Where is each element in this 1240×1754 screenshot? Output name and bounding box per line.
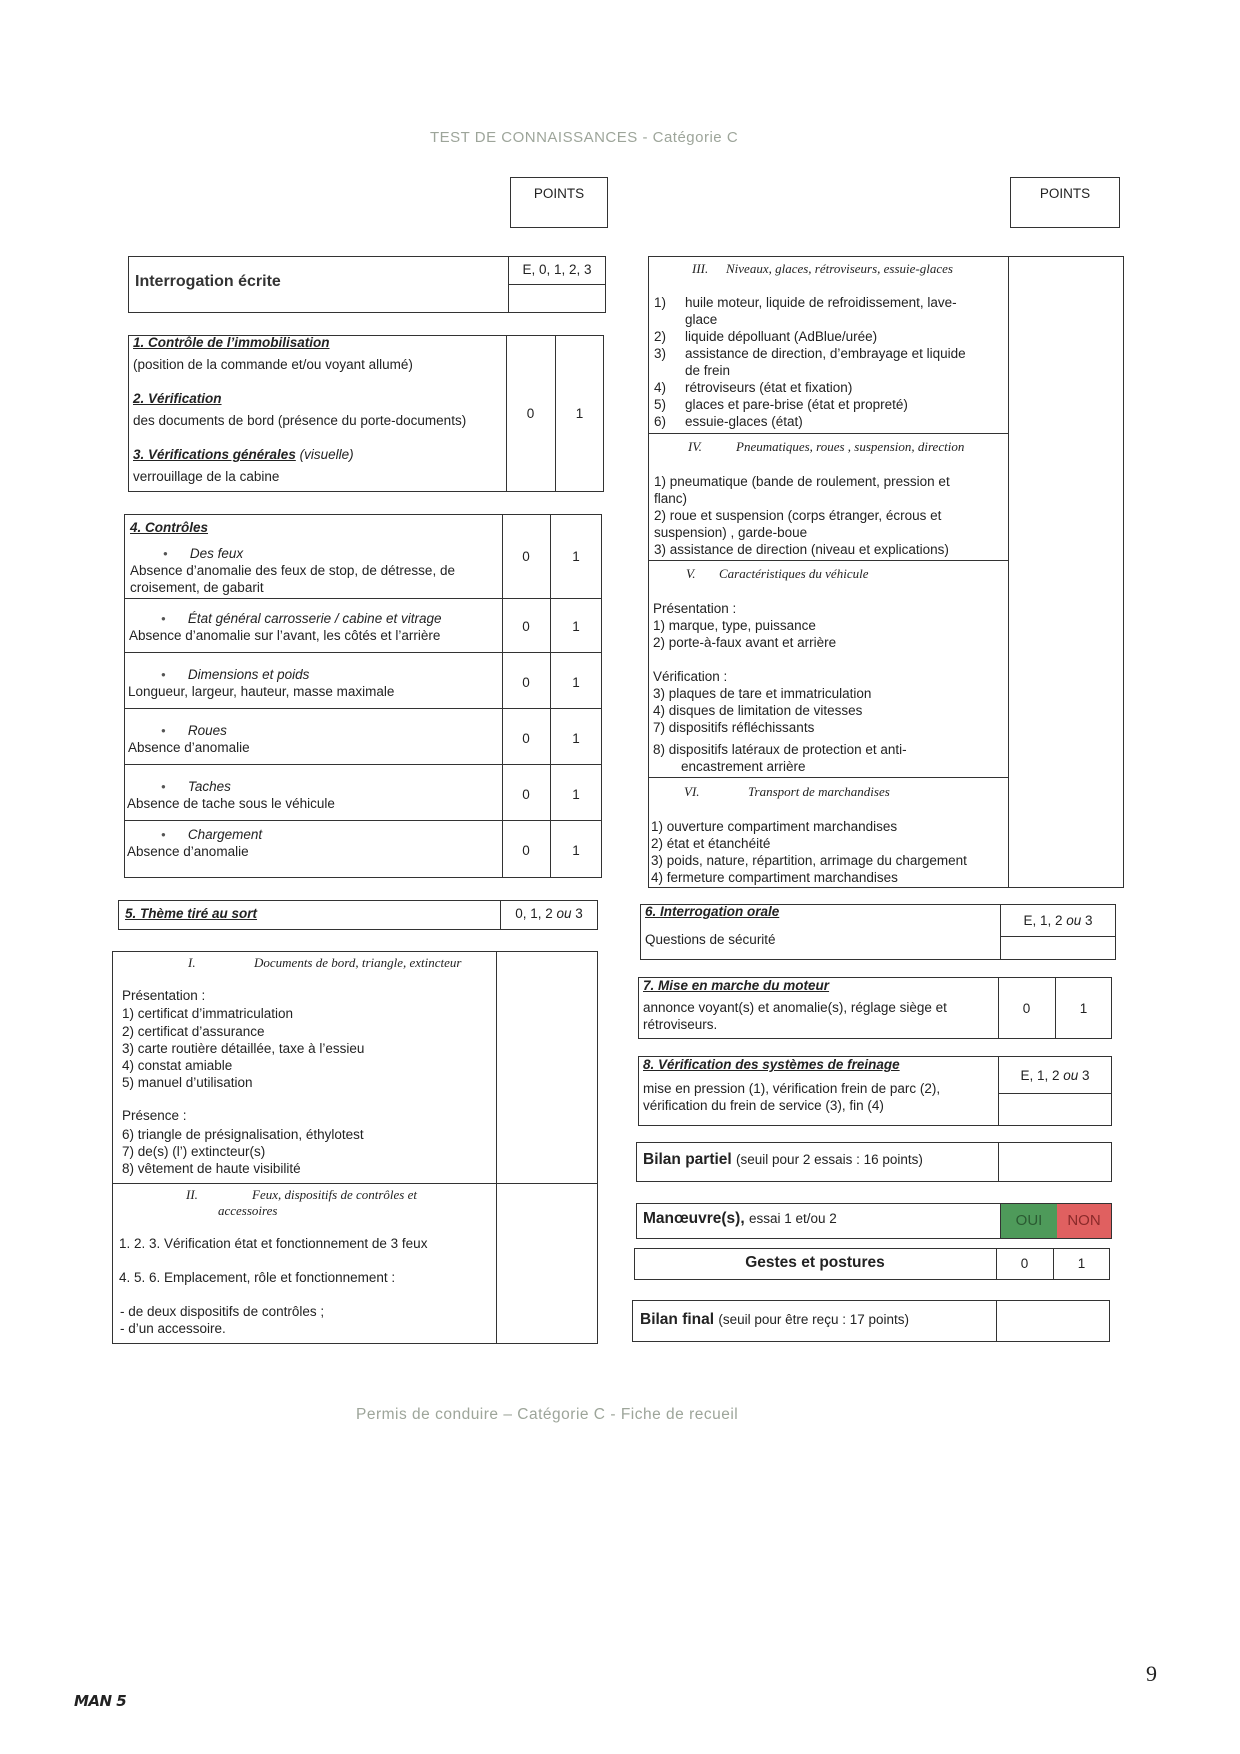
list-number: 2) (654, 329, 667, 344)
list-item: 6) triangle de présignalisation, éthylotest (122, 1127, 364, 1142)
freinage-text: mise en pression (1), vérification frein de parc (2), (643, 1081, 941, 1096)
controle-feux-text2: croisement, de gabarit (130, 580, 264, 595)
list-item: 1) ouverture compartiment marchandises (651, 819, 898, 834)
list-item: 2) état et étanchéité (651, 836, 771, 851)
list-item: assistance de direction, d’embrayage et liquide (685, 346, 966, 361)
gestes-label: Gestes et postures (745, 1254, 885, 1271)
non-button[interactable] (1057, 1204, 1111, 1238)
non-label: NON (1067, 1212, 1101, 1229)
pneus-title: Pneumatiques, roues , suspension, direction (736, 439, 965, 454)
score-0[interactable]: 0 (526, 406, 535, 421)
list-item: essuie-glaces (état) (685, 414, 803, 429)
score-0[interactable]: 0 (522, 787, 530, 802)
list-item: 7) dispositifs réfléchissants (653, 720, 815, 735)
caract-presentation-label: Présentation : (653, 601, 737, 616)
list-number: 6) (654, 414, 667, 429)
freinage-text2: vérification du frein de service (3), fin (4) (643, 1098, 884, 1113)
niveaux-title: Niveaux, glaces, rétroviseurs, essuie-glaces (726, 261, 953, 276)
transport-points-cell[interactable] (1012, 782, 1120, 884)
oui-label: OUI (1015, 1212, 1043, 1229)
bilan-partiel-points-cell[interactable] (1002, 1146, 1108, 1178)
points-header-right: POINTS (1010, 177, 1120, 228)
bilan-final-label: Bilan final (seuil pour être reçu : 17 points) (640, 1311, 909, 1328)
controle-taches-text: Absence de tache sous le véhicule (127, 796, 335, 811)
list-item: flanc) (654, 491, 688, 506)
list-item: huile moteur, liquide de refroidissement, lave- (685, 295, 957, 310)
feux-roman: II. (186, 1187, 198, 1202)
controle-feux-text: Absence d’anomalie des feux de stop, de détresse, de (130, 563, 455, 578)
list-number: 3) (654, 346, 667, 361)
freinage-points-cell[interactable] (1002, 1097, 1108, 1123)
interrogation-orale-score: E, 1, 2 ou 3 (1023, 913, 1093, 928)
list-item: liquide dépolluant (AdBlue/urée) (685, 329, 878, 344)
interrogation-ecrite-points-cell[interactable] (512, 288, 602, 310)
freinage-score: E, 1, 2 ou 3 (1020, 1068, 1090, 1083)
score-1[interactable]: 1 (572, 731, 580, 746)
caract-points-cell[interactable] (1012, 565, 1120, 773)
score-1[interactable]: 1 (572, 549, 580, 564)
list-item: 3) carte routière détaillée, taxe à l’essieu (122, 1041, 365, 1056)
bilan-final-points-cell[interactable] (1000, 1304, 1106, 1338)
documents-presentation-label: Présentation : (122, 988, 206, 1003)
interrogation-ecrite-label: Interrogation écrite (135, 273, 281, 290)
controles-title: 4. Contrôles (130, 520, 209, 535)
score-1[interactable]: 1 (575, 406, 584, 421)
feux-title-2: accessoires (218, 1203, 278, 1218)
feux-line-2: 4. 5. 6. Emplacement, rôle et fonctionnement : (119, 1270, 396, 1285)
list-item: 3) poids, nature, répartition, arrimage du chargement (651, 853, 967, 868)
logo: MAN 5 (74, 1692, 127, 1710)
list-item: 5) manuel d’utilisation (122, 1075, 253, 1090)
interrogation-orale-text: Questions de sécurité (645, 932, 776, 947)
caract-verification-label: Vérification : (653, 669, 728, 684)
interrogation-orale-points-cell[interactable] (1004, 940, 1112, 958)
mise-en-marche-text2: rétroviseurs. (643, 1017, 718, 1032)
documents-points-cell[interactable] (500, 956, 594, 1178)
list-item: rétroviseurs (état et fixation) (685, 380, 853, 395)
document-title: TEST DE CONNAISSANCES - Catégorie C (430, 129, 739, 146)
documents-roman: I. (188, 955, 196, 970)
controle-roues-text: Absence d’anomalie (128, 740, 250, 755)
mise-en-marche-text: annonce voyant(s) et anomalie(s), réglage siège et (643, 1000, 947, 1015)
list-item: 7) de(s) (l’) extincteur(s) (122, 1144, 266, 1159)
list-item: 2) porte-à-faux avant et arrière (653, 635, 837, 650)
score-1[interactable]: 1 (1077, 1256, 1086, 1271)
footer-text: Permis de conduire – Catégorie C - Fiche de recueil (356, 1406, 739, 1423)
list-item: suspension) , garde-boue (654, 525, 808, 540)
oui-button[interactable] (1001, 1204, 1057, 1238)
section-2-text: des documents de bord (présence du porte-documents) (133, 413, 467, 428)
caract-roman: V. (686, 566, 696, 581)
bilan-partiel-label: Bilan partiel (seuil pour 2 essais : 16 points) (643, 1151, 923, 1168)
list-item: 4) disques de limitation de vitesses (653, 703, 863, 718)
controle-feux-name: ● Des feux (163, 546, 243, 563)
list-item: 1) pneumatique (bande de roulement, pression et (654, 474, 950, 489)
list-item: 3) plaques de tare et immatriculation (653, 686, 872, 701)
list-item: 4) constat amiable (122, 1058, 233, 1073)
list-item: 1) marque, type, puissance (653, 618, 816, 633)
niveaux-roman: III. (692, 261, 709, 276)
score-1[interactable]: 1 (572, 619, 580, 634)
transport-roman: VI. (684, 784, 700, 799)
section-2-title: 2. Vérification (133, 391, 222, 406)
list-item: 8) vêtement de haute visibilité (122, 1161, 301, 1176)
controle-taches-name: ● Taches (161, 779, 231, 796)
manoeuvre-label: Manœuvre(s), essai 1 et/ou 2 (643, 1210, 837, 1227)
interrogation-ecrite-score: E, 0, 1, 2, 3 (522, 262, 592, 277)
list-item: 8) dispositifs latéraux de protection et anti- (653, 742, 907, 757)
caract-title: Caractéristiques du véhicule (719, 566, 869, 581)
list-item: encastrement arrière (681, 759, 806, 774)
score-1[interactable]: 1 (572, 843, 580, 858)
controle-carrosserie-name: ● État général carrosserie / cabine et vitrage (161, 611, 441, 628)
documents-presence-label: Présence : (122, 1108, 187, 1123)
transport-title: Transport de marchandises (748, 784, 890, 799)
list-number: 5) (654, 397, 667, 412)
page-number: 9 (1146, 1661, 1157, 1686)
score-1[interactable]: 1 (572, 787, 580, 802)
list-item: 2) roue et suspension (corps étranger, écrous et (654, 508, 942, 523)
list-item: 2) certificat d’assurance (122, 1024, 265, 1039)
score-0[interactable]: 0 (1022, 1001, 1031, 1016)
controle-roues-name: ● Roues (161, 723, 227, 740)
feux-line-1: 1. 2. 3. Vérification état et fonctionnement de 3 feux (119, 1236, 428, 1251)
list-item: glace (685, 312, 718, 327)
feux-line-4: - d’un accessoire. (120, 1321, 226, 1336)
list-item: glaces et pare-brise (état et propreté) (685, 397, 908, 412)
feux-title: Feux, dispositifs de contrôles et (252, 1187, 418, 1202)
score-0[interactable]: 0 (522, 731, 530, 746)
score-0[interactable]: 0 (1020, 1256, 1029, 1271)
list-number: 1) (654, 295, 667, 310)
controle-chargement-text: Absence d’anomalie (127, 844, 249, 859)
score-1[interactable]: 1 (572, 675, 580, 690)
niveaux-points-cell[interactable] (1012, 260, 1120, 428)
mise-en-marche-label: 7. Mise en marche du moteur (643, 978, 830, 993)
theme-score: 0, 1, 2 ou 3 (515, 906, 583, 921)
feux-points-cell[interactable] (500, 1188, 594, 1340)
points-header-left: POINTS (510, 177, 608, 228)
documents-title: Documents de bord, triangle, extincteur (254, 955, 462, 970)
section-1-text: (position de la commande et/ou voyant allumé) (133, 357, 413, 372)
interrogation-orale-label: 6. Interrogation orale (645, 904, 780, 919)
theme-label: 5. Thème tiré au sort (125, 906, 258, 921)
section-3-text: verrouillage de la cabine (133, 469, 280, 484)
score-1[interactable]: 1 (1079, 1001, 1088, 1016)
list-item: 4) fermeture compartiment marchandises (651, 870, 898, 885)
score-0[interactable]: 0 (522, 675, 530, 690)
controle-chargement-name: ● Chargement (161, 827, 262, 844)
list-item: 1) certificat d’immatriculation (122, 1006, 294, 1021)
pneus-points-cell[interactable] (1012, 438, 1120, 556)
list-item: 3) assistance de direction (niveau et explications) (654, 542, 949, 557)
section-1-title: 1. Contrôle de l’immobilisation (133, 335, 330, 350)
feux-line-3: - de deux dispositifs de contrôles ; (120, 1304, 325, 1319)
controle-dimensions-text: Longueur, largeur, hauteur, masse maximale (128, 684, 395, 699)
score-0[interactable]: 0 (522, 549, 530, 564)
freinage-label: 8. Vérification des systèmes de freinage (643, 1057, 900, 1072)
score-0[interactable]: 0 (522, 619, 530, 634)
controle-carrosserie-text: Absence d’anomalie sur l’avant, les côtés et l’arrière (129, 628, 441, 643)
list-item: de frein (685, 363, 731, 378)
controle-dimensions-name: ● Dimensions et poids (161, 667, 309, 684)
score-0[interactable]: 0 (522, 843, 530, 858)
section-3-title: 3. Vérifications générales (visuelle) (133, 447, 354, 462)
list-number: 4) (654, 380, 667, 395)
pneus-roman: IV. (688, 439, 702, 454)
